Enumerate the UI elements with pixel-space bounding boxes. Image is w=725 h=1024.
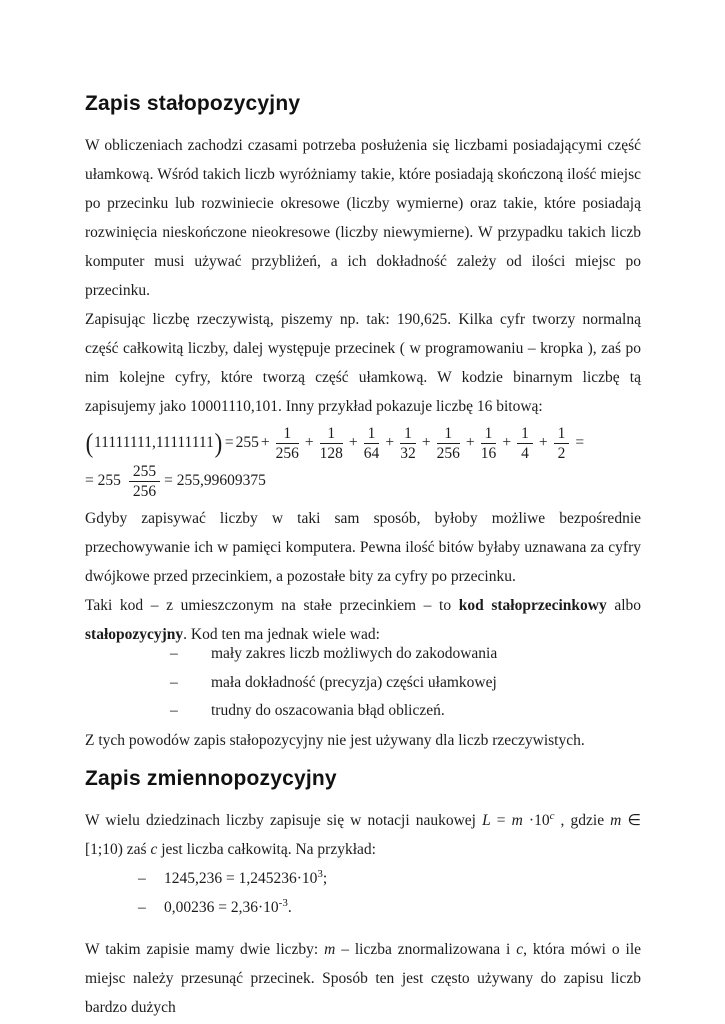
conclusion-paragraph: Z tych powodów zapis stałopozycyjny nie jest używany dla liczb rzeczywistych. xyxy=(85,731,585,749)
binary-digits: 11111111,11111111 xyxy=(94,434,214,451)
fraction-2: $\frac{1}{128}$ xyxy=(319,424,343,462)
scientific-notation-paragraph xyxy=(85,806,641,864)
var-c-final: c xyxy=(516,940,524,958)
notation-lead: W wielu dziedzinach liczby zapisuje się w notacji naukowej xyxy=(85,811,483,829)
code-text-3: . Kod ten ma jednak wiele wad: xyxy=(183,626,380,643)
intro-paragraph: W obliczeniach zachodzi czasami potrzeba posłużenia się liczbami posiadającymi część ułamkową. Wśród takich liczb wyróżniamy takie, które posiadają skończoną ilość miejsc po przecinku lub rozwiniecie okresowe (liczby wymierne) oraz takie, które posiadają rozwinięcia nieskończone nieokresowe (liczby niewymierne). W przypadku takich liczb komputer musi używać przybliżeń, a ich dokładność zależy od ilości miejsc po przecinku. xyxy=(85,137,641,299)
plus-sign: + xyxy=(348,434,358,451)
example-item xyxy=(85,893,641,922)
drawback-text: trudny do oszacowania błąd obliczeń. xyxy=(211,702,445,719)
notation-rest: jest liczba całkowitą. Na przykład: xyxy=(157,840,376,858)
list-dash: – xyxy=(170,645,178,662)
list-dash: – xyxy=(138,869,146,887)
var-L: L xyxy=(482,811,491,829)
integer-part: 255 xyxy=(235,434,259,451)
plus-sign: + xyxy=(538,434,548,451)
plus-sign: + xyxy=(385,434,395,451)
code-text-2: albo xyxy=(606,597,641,614)
interval-notation: [1;10) xyxy=(85,840,123,858)
floating-point-heading: Zapis zmiennopozycyjny xyxy=(85,766,337,790)
element-of-symbol: ∈ xyxy=(621,811,641,829)
result-prefix: = 255 xyxy=(85,472,121,489)
list-dash: – xyxy=(138,898,146,916)
exponent-c: c xyxy=(549,809,555,822)
plus-sign: + xyxy=(421,434,431,451)
result-value: = 255,99609375 xyxy=(164,472,266,489)
var-m-domain: m xyxy=(610,811,622,829)
drawback-text: mała dokładność (precyzja) części ułamkowej xyxy=(211,673,497,691)
fraction-5: $\frac{1}{256}$ xyxy=(436,424,460,462)
paren-open: ( xyxy=(85,427,94,458)
closing-paragraph xyxy=(85,935,641,1022)
equals-sign: = xyxy=(575,434,585,451)
notation-base: ·10 xyxy=(522,811,550,829)
var-c: c xyxy=(150,840,158,858)
plus-sign: + xyxy=(465,434,475,451)
fraction-6: $\frac{1}{16}$ xyxy=(480,424,497,462)
var-m-final: m xyxy=(324,940,336,958)
example-item xyxy=(85,864,641,893)
drawback-item xyxy=(85,669,641,698)
drawback-text: mały zakres liczb możliwych do zakodowania xyxy=(211,645,498,662)
drawbacks-list xyxy=(85,640,641,726)
formula-line-2 xyxy=(85,462,641,500)
list-dash: – xyxy=(170,673,178,691)
fraction-4: $\frac{1}{32}$ xyxy=(400,424,416,462)
fixed-point-heading: Zapis stałopozycyjny xyxy=(85,92,301,115)
fraction-result: $\frac{255}{256}$ xyxy=(129,463,160,500)
fraction-3: $\frac{1}{64}$ xyxy=(363,424,380,462)
closing-text-1: W takim zapisie mamy dwie liczby: xyxy=(85,940,325,958)
notation-gdzie: , gdzie xyxy=(554,811,611,829)
plus-sign: + xyxy=(502,434,512,451)
closing-text-2: – liczba znormalizowana i xyxy=(335,940,517,958)
example-text: $1245,236 = 1,245236\cdot 10^3$; xyxy=(164,867,328,887)
fraction-8: $\frac{1}{2}$ xyxy=(554,425,570,462)
equals-sign: = xyxy=(224,434,234,451)
plus-sign: + xyxy=(260,434,270,451)
plus-sign: + xyxy=(304,434,314,451)
fraction-1: $\frac{1}{256}$ xyxy=(275,424,299,462)
notation-zas: zaś xyxy=(122,840,151,858)
example-text: $0,00236 = 2,36\cdot 10^{-3}$. xyxy=(164,896,292,916)
var-m: m xyxy=(511,811,523,829)
decimal-example-paragraph: Zapisując liczbę rzeczywistą, piszemy np. tak: 190,625. Kilka cyfr tworzy normalną część całkowitą liczby, dalej występuje przecinek ( w programowaniu – kropka ), zaś po nim kolejne cyfry, które tworzą część ułamkową. W kodzie binarnym liczbę tą zapisujemy jako 10001110,101. Inny przykład pokazuje liczbę 16 bitową: xyxy=(85,311,641,415)
example-exponent: -3 xyxy=(278,896,288,909)
binary-sum-formula xyxy=(85,424,641,500)
code-text-1: Taki kod – z umieszczonym na stałe przecinkiem – to xyxy=(85,597,459,614)
formula-line-1 xyxy=(85,424,641,462)
drawback-item xyxy=(85,697,641,726)
examples-list xyxy=(85,864,641,922)
term-fixed-position: stałopozycyjny xyxy=(85,626,184,643)
term-fixed-point-code: kod stałoprzecinkowy xyxy=(458,597,607,614)
fraction-7: $\frac{1}{4}$ xyxy=(517,425,533,462)
memory-paragraph: Gdyby zapisywać liczby w taki sam sposób, byłoby możliwe bezpośrednie przechowywanie ich w pamięci komputera. Pewna ilość bitów byłaby uznawana za cyfry dwójkowe przed przecinkiem, a pozostałe bity za cyfry po przecinku. xyxy=(85,510,641,585)
list-dash: – xyxy=(170,702,178,719)
closing-text-3: , która mówi o ile miejsc należy przesunąć przecinek. Sposób ten jest często używany do zapisu liczb bardzo dużych xyxy=(85,940,642,1016)
notation-eq: = xyxy=(490,811,512,829)
paren-close: ) xyxy=(214,427,223,458)
example-exponent: 3 xyxy=(317,867,323,880)
